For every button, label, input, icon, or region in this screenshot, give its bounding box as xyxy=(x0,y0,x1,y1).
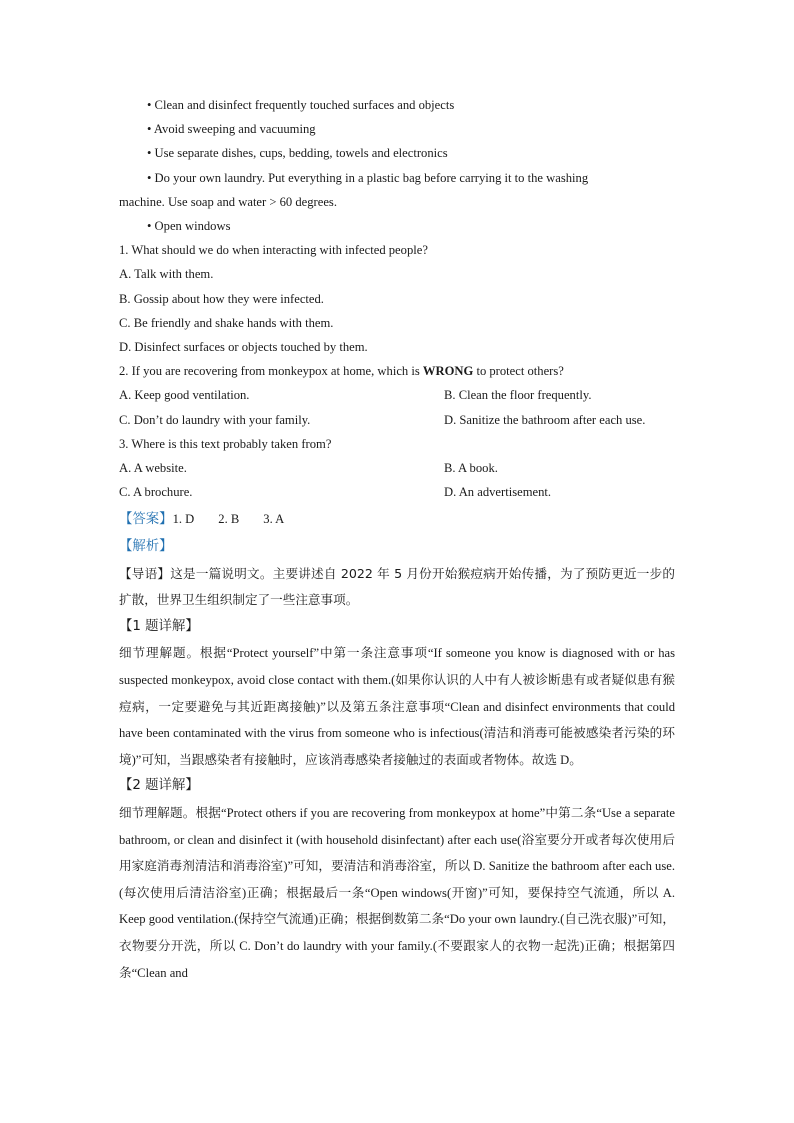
question-2-option-b: B. Clean the floor frequently. xyxy=(444,388,592,403)
guide-text: 这是一篇说明文。主要讲述自 2022 年 5 月份开始猴痘病开始传播，为了预防更近一步的扩散，世界卫生组织制定了一些注意事项。 xyxy=(119,565,676,608)
question-3-option-a: A. A website. xyxy=(119,461,187,476)
question-3-option-d: D. An advertisement. xyxy=(444,485,552,500)
question-3-option-b: B. A book. xyxy=(444,461,498,476)
question-2-stem-pre: 2. If you are recovering from monkeypox at home, which is xyxy=(119,364,423,379)
question-2-stem xyxy=(119,359,675,383)
bullet-item: • Use separate dishes, cups, bedding, towels and electronics xyxy=(147,146,448,161)
question-2-stem-post: to protect others? xyxy=(473,364,564,379)
answer-2: 2. B xyxy=(218,512,240,527)
answer-3: 3. A xyxy=(263,512,285,527)
bullet-item: • Avoid sweeping and vacuuming xyxy=(147,122,316,137)
question-2-option-d: D. Sanitize the bathroom after each use. xyxy=(444,412,646,427)
bullet-item: • Open windows xyxy=(147,219,231,234)
question-1-option-b: B. Gossip about how they were infected. xyxy=(119,291,324,306)
analysis-label: 【解析】 xyxy=(119,539,173,555)
answer-label: 【答案】 xyxy=(119,512,173,528)
question-1-option-a: A. Talk with them. xyxy=(119,267,214,282)
question-1-stem: 1. What should we do when interacting with infected people? xyxy=(119,243,428,258)
analysis-heading xyxy=(119,534,675,561)
question-3-option-c: C. A brochure. xyxy=(119,485,193,500)
question-2-option-a: A. Keep good ventilation. xyxy=(119,388,250,403)
answer-1: 1. D xyxy=(172,512,195,527)
page-content xyxy=(119,93,675,986)
detail-1-paragraph: 细节理解题。根据“Protect yourself”中第一条注意事项“If someone you know is diagnosed with or has suspected monkeypox, avoid close contact with them.(如果你认识的人中有人被诊断患有或者疑似患有猴痘病，一定要避免与其近距离接触)”以及第五条注意事项“Clean and disinfect environments that could have been contaminated with the virus from someone who is infectious(清洁和消毒可能被感染者污染的环境)”可知，当跟感染者有接触时，应该消毒感染者接触过的表面或者物体。故选 D。 xyxy=(119,646,675,767)
bullet-item-continuation: machine. Use soap and water > 60 degrees. xyxy=(119,194,337,209)
answer-key xyxy=(119,506,675,534)
question-3-options-row xyxy=(119,480,675,504)
detail-2-label: 【2 题详解】 xyxy=(119,778,199,794)
bullet-item: • Do your own laundry. Put everything in a plastic bag before carrying it to the washing xyxy=(147,170,589,185)
question-2-options-row xyxy=(119,383,675,407)
question-1-option-c: C. Be friendly and shake hands with them. xyxy=(119,315,334,330)
question-3-stem: 3. Where is this text probably taken from? xyxy=(119,436,332,451)
bullet-item: • Clean and disinfect frequently touched surfaces and objects xyxy=(147,98,455,112)
detail-1-label: 【1 题详解】 xyxy=(119,618,199,634)
question-2-options-row xyxy=(119,408,675,432)
detail-1-heading xyxy=(119,614,675,641)
guide-paragraph xyxy=(119,561,675,614)
guide-label: 【导语】 xyxy=(119,565,171,581)
question-2-stem-emphasis: WRONG xyxy=(422,364,474,379)
detail-2-heading xyxy=(119,773,675,800)
question-2-option-c: C. Don’t do laundry with your family. xyxy=(119,412,311,427)
question-1-option-d: D. Disinfect surfaces or objects touched by them. xyxy=(119,340,368,355)
question-3-options-row xyxy=(119,456,675,480)
detail-2-paragraph: 细节理解题。根据“Protect others if you are recovering from monkeypox at home”中第二条“Use a separate bathroom, or clean and disinfect it (with household disinfectant) after each use(浴室要分开或者每次使用后用家庭消毒剂清洁和消毒浴室)”可知，要清洁和消毒浴室，所以 D. Sanitize the bathroom after each use.(每次使用后清洁浴室)正确；根据最后一条“Open windows(开窗)”可知，要保持空气流通，所以 A. Keep good ventilation.(保持空气流通)正确；根据倒数第二条“Do your own laundry.(自己洗衣服)”可知，衣物要分开洗，所以 C. Don’t do laundry with your family.(不要跟家人的衣物一起洗)正确；根据第四条“Clean and xyxy=(119,805,675,980)
